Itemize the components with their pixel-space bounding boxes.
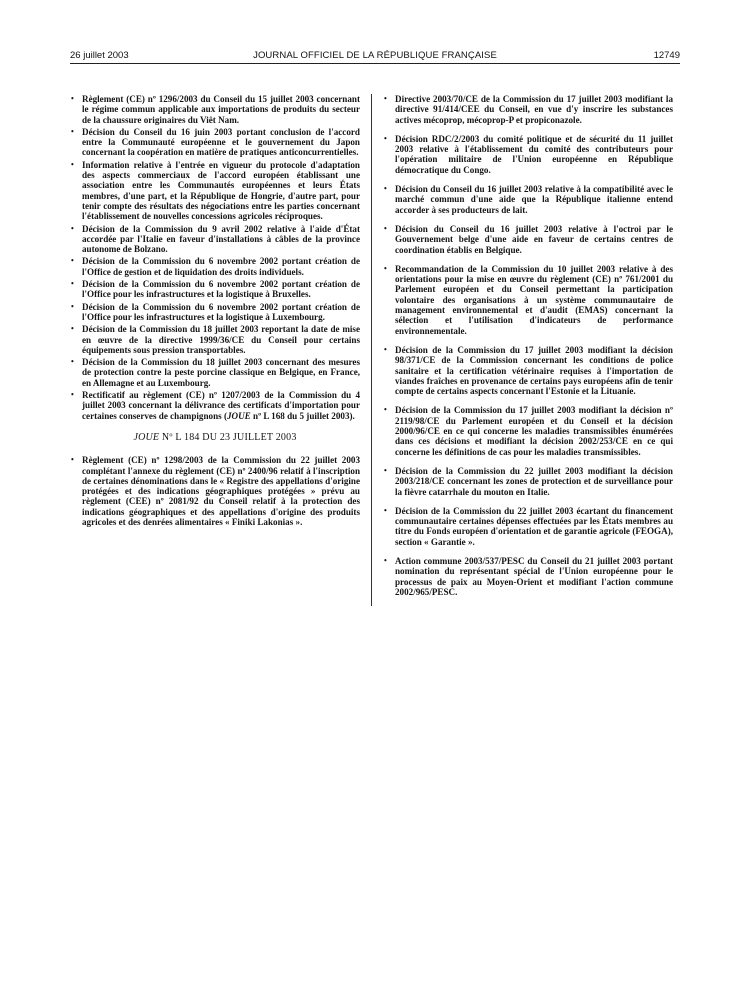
left-column	[70, 94, 360, 529]
bullet-icon: •	[384, 133, 387, 143]
bullet-icon: •	[71, 126, 74, 136]
bullet-icon: •	[71, 324, 74, 334]
section-heading-issue: Nº L 184 DU 23 JUILLET 2003	[159, 431, 297, 443]
bullet-icon: •	[384, 223, 387, 233]
item-text: Décision du Conseil du 16 juin 2003 portant conclusion de l'accord entre la Communauté européenne et le gouvernement du Japon concernant la coopération en matière de pratiques anticoncurrentielles.	[82, 126, 360, 158]
header-rule	[70, 63, 680, 64]
item-text: Décision de la Commission du 6 novembre 2002 portant création de l'Office pour les infrastructures et la logistique à Bruxelles.	[82, 279, 360, 300]
item-text: Recommandation de la Commission du 10 juillet 2003 relative à des orientations pour la mise en œuvre du règlement (CE) nº 761/2001 du Parlement européen et du Conseil permettant la participation volontaire des organisations à un système communautaire de management environnemental et d'audit (EMAS) concernant la sélection et l'utilisation d'indicateurs de performance environnementale.	[395, 263, 673, 336]
bullet-icon: •	[71, 94, 74, 103]
bullet-icon: •	[384, 405, 387, 415]
bullet-icon: •	[71, 159, 74, 169]
item-text: Décision de la Commission du 18 juillet 2003 reportant la date de mise en œuvre de la directive 1999/36/CE du Conseil pour certains équipements sous pression transportables.	[82, 324, 360, 355]
bullet-icon: •	[384, 184, 387, 194]
rectificatif-text-before: Rectificatif au règlement (CE) nº 1207/2003 de la Commission du 4 juillet 2003 concernant la délivrance des certificats d'importation pour certaines conserves de champignons (	[82, 390, 360, 421]
rectificatif-item	[70, 390, 360, 421]
section-heading-journal: JOUE	[133, 431, 160, 443]
bullet-icon: •	[71, 390, 74, 400]
page-number: 12749	[653, 50, 680, 61]
bullet-icon: •	[71, 256, 74, 266]
rectificatif-text-after: nº L 168 du 5 juillet 2003).	[250, 410, 355, 421]
list-item	[70, 160, 360, 222]
rectificatif-journal-abbrev: JOUE	[226, 410, 251, 421]
list-item	[70, 224, 360, 255]
item-text: Décision du Conseil du 16 juillet 2003 relative à l'octroi par le Gouvernement belge d'une aide en faveur de certains centres de coordination établis en Belgique.	[395, 223, 673, 255]
list-item	[70, 256, 360, 277]
item-text: Décision de la Commission du 22 juillet 2003 modifiant la décision 2003/218/CE concernant les zones de protection et de surveillance pour la fièvre catarrhale du mouton en Italie.	[395, 465, 673, 497]
list-item	[70, 357, 360, 388]
item-text: Décision de la Commission du 18 juillet 2003 concernant des mesures de protection contre la peste porcine classique en Belgique, en France, en Allemagne et au Luxembourg.	[82, 357, 360, 388]
bullet-icon: •	[71, 357, 74, 367]
item-text: Règlement (CE) nº 1296/2003 du Conseil du 15 juillet 2003 concernant le régime commun applicable aux importations de produits du secteur de la chaussure originaires du Viêt Nam.	[82, 94, 360, 125]
bullet-icon: •	[384, 263, 387, 273]
list-item	[383, 184, 673, 215]
bullet-icon: •	[384, 94, 387, 103]
item-text: Directive 2003/70/CE de la Commission du 17 juillet 2003 modifiant la directive 91/414/CEE du Conseil, en vue d'y inscrire les substances actives mécoprop, mécoprop-P et propiconazole.	[395, 94, 673, 125]
item-text: Décision de la Commission du 9 avril 2002 relative à l'aide d'État accordée par l'Italie en faveur d'installations à câbles de la province autonome de Bolzano.	[82, 223, 360, 255]
item-text: Décision de la Commission du 22 juillet 2003 écartant du financement communautaire certaines dépenses effectuées par les États membres au titre du Fonds européen d'orientation et de garantie agricole (FEOGA), section « Garantie ».	[395, 505, 673, 547]
item-text: Décision RDC/2/2003 du comité politique et de sécurité du 11 juillet 2003 relative à l'établissement du comité des contributeurs pour l'opération militaire de l'Union européenne en République démocratique du Congo.	[395, 133, 673, 175]
list-item	[70, 94, 360, 125]
bullet-icon: •	[71, 223, 74, 233]
list-item	[70, 279, 360, 300]
item-text: Décision du Conseil du 16 juillet 2003 relative à la compatibilité avec le marché commun d'une aide que la République italienne entend accorder à ses producteurs de lait.	[395, 184, 673, 215]
list-item	[70, 324, 360, 355]
header-title: JOURNAL OFFICIEL DE LA RÉPUBLIQUE FRANÇAISE	[253, 50, 497, 61]
right-column	[383, 94, 673, 606]
section-heading	[70, 433, 360, 443]
list-item	[383, 224, 673, 255]
list-item	[70, 302, 360, 323]
column-divider	[371, 94, 372, 606]
bullet-icon: •	[384, 344, 387, 354]
list-item	[383, 264, 673, 336]
list-item	[70, 127, 360, 158]
list-item	[383, 94, 673, 125]
item-text: Information relative à l'entrée en vigueur du protocole d'adaptation des aspects commerciaux de l'accord européen établissant une association entre les Communautés européennes et leurs États membres, d'une part, et la République de Hongrie, d'autre part, pour tenir compte des résultats des négociations entre les parties concernant l'établissement de nouvelles concessions agricoles réciproques.	[82, 159, 360, 222]
bullet-icon: •	[71, 279, 74, 289]
bullet-icon: •	[384, 465, 387, 475]
item-text: Décision de la Commission du 17 juillet 2003 modifiant la décision nº 2119/98/CE du Parlement européen et du Conseil et la décision 2000/96/CE en ce qui concerne les maladies transmissibles énumérées dans ces décisions et modifiant la décision 2002/253/CE en ce qui concerne les définitions de cas pour les maladies transmissibles.	[395, 405, 673, 457]
header-date: 26 juillet 2003	[70, 50, 129, 61]
list-item	[70, 455, 360, 527]
list-item	[383, 506, 673, 547]
list-item	[383, 134, 673, 175]
item-text: Décision de la Commission du 6 novembre 2002 portant création de l'Office de gestion et de liquidation des droits individuels.	[82, 256, 360, 277]
bullet-icon: •	[71, 455, 74, 465]
item-text: Règlement (CE) nº 1298/2003 de la Commission du 22 juillet 2003 complétant l'annexe du règlement (CE) nº 2400/96 relatif à l'inscription de certaines dénominations dans le « Registre des appellations d'origine protégées et des indications géographiques protégées » prévu au règlement (CEE) nº 2081/92 du Conseil relatif à la protection des indications géographiques et des appellations d'origine des produits agricoles et des denrées alimentaires « Finiki Lakonias ».	[82, 455, 360, 527]
list-item	[383, 466, 673, 497]
item-text: Décision de la Commission du 6 novembre 2002 portant création de l'Office pour les infrastructures et la logistique à Luxembourg.	[82, 301, 360, 322]
list-item	[383, 345, 673, 396]
list-item	[383, 405, 673, 456]
bullet-icon: •	[384, 505, 387, 515]
list-item	[383, 556, 673, 597]
bullet-icon: •	[384, 555, 387, 565]
item-text: Décision de la Commission du 17 juillet 2003 modifiant la décision 98/371/CE de la Commission concernant les conditions de police sanitaire et la certification vétérinaire requises à l'importation de viandes fraîches en provenance de certains pays européens afin de tenir compte de certains aspects concernant l'Estonie et la Lituanie.	[395, 344, 673, 397]
item-text: Action commune 2003/537/PESC du Conseil du 21 juillet 2003 portant nomination du représentant spécial de l'Union européenne pour le processus de paix au Moyen-Orient et modifiant l'action commune 2002/965/PESC.	[395, 555, 673, 597]
bullet-icon: •	[71, 301, 74, 311]
